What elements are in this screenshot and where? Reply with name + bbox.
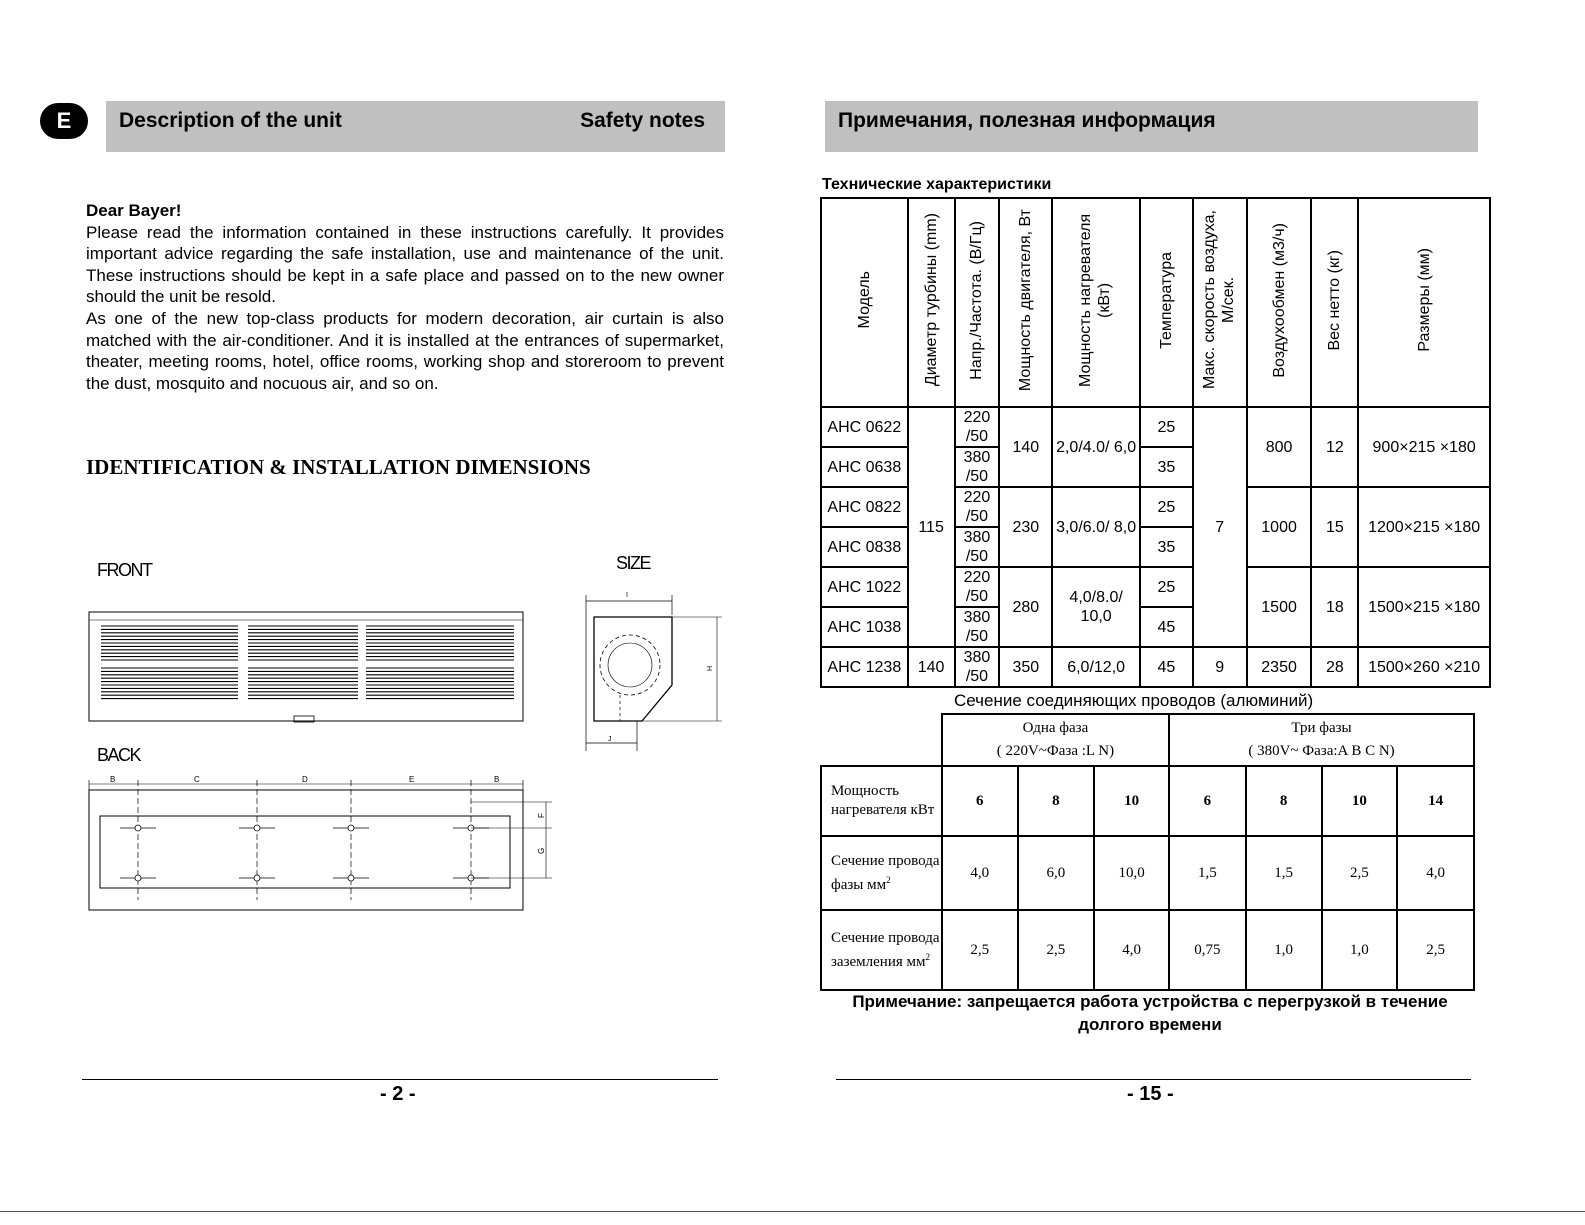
right-header bbox=[825, 101, 1478, 152]
spec-header-cell: Воздухообмен (м3/ч) bbox=[1247, 198, 1312, 407]
airflow-cell: 1000 bbox=[1247, 487, 1312, 567]
wire-row-phase bbox=[821, 836, 1474, 910]
wire-cell: 0,75 bbox=[1169, 910, 1246, 990]
wire-row-label: Мощность нагревателя кВт bbox=[821, 766, 942, 836]
temperature-cell: 35 bbox=[1140, 527, 1193, 567]
wire-cell: 2,5 bbox=[942, 910, 1018, 990]
model-cell: AHC 0838 bbox=[821, 527, 908, 567]
size-letter-i: I bbox=[626, 592, 628, 599]
spec-header-cell: Диаметр турбины (mm) bbox=[908, 198, 955, 407]
voltage-cell: 380 /50 bbox=[955, 447, 1000, 487]
section-title: IDENTIFICATION & INSTALLATION DIMENSIONS bbox=[86, 455, 591, 479]
wire-cell: 4,0 bbox=[942, 836, 1018, 910]
language-badge: E bbox=[40, 103, 88, 139]
wire-row-label: Сечение провода фазы $мм^2$ bbox=[821, 836, 942, 910]
bottom-edge-rule bbox=[0, 1211, 1585, 1212]
wire-cell: 10,0 bbox=[1094, 836, 1169, 910]
airflow-cell: 1500 bbox=[1247, 567, 1312, 647]
wire-cell: 14 bbox=[1397, 766, 1474, 836]
dimensions-cell: 900×215 ×180 bbox=[1358, 407, 1490, 487]
side-view-drawing bbox=[580, 585, 730, 755]
wire-cell: 4,0 bbox=[1094, 910, 1169, 990]
wire-cell: 1,5 bbox=[1246, 836, 1322, 910]
wire-row-ground bbox=[821, 910, 1474, 990]
wire-cell: 1,0 bbox=[1246, 910, 1322, 990]
front-label: FRONT bbox=[97, 560, 152, 580]
dimensions-cell: 1500×215 ×180 bbox=[1358, 567, 1490, 647]
voltage-cell: 380 /50 bbox=[955, 647, 1000, 687]
spec-header-cell: Мощность нагревателя (кВт) bbox=[1052, 198, 1140, 407]
size-letter-h: H bbox=[707, 665, 714, 671]
wire-cell: 6 bbox=[942, 766, 1018, 836]
motor-cell: 230 bbox=[999, 487, 1052, 567]
one-phase-title: Одна фаза bbox=[1022, 720, 1089, 736]
wire-title: Сечение соединяющих проводов (алюминий) bbox=[954, 691, 1314, 710]
heater-cell: 4,0/8.0/ 10,0 bbox=[1052, 567, 1140, 647]
motor-cell: 350 bbox=[999, 647, 1052, 687]
one-phase-subtitle: ( 220V~Фаза :L N) bbox=[996, 743, 1115, 759]
back-label: BACK bbox=[97, 745, 141, 765]
voltage-cell: 380 /50 bbox=[955, 607, 1000, 647]
spec-title: Технические характеристики bbox=[822, 176, 1052, 193]
spec-header-cell: Напр./Частота. (В/Гц) bbox=[955, 198, 1000, 407]
wire-table bbox=[820, 713, 1475, 991]
temperature-cell: 45 bbox=[1140, 607, 1193, 647]
wire-header-blank bbox=[821, 714, 942, 766]
voltage-cell: 220 /50 bbox=[955, 407, 1000, 447]
back-letter-b1: B bbox=[110, 775, 116, 784]
wire-row-label: Сечение провода заземления $мм^2$ bbox=[821, 910, 942, 990]
model-cell: AHC 1238 bbox=[821, 647, 908, 687]
back-letter-d: D bbox=[302, 775, 308, 784]
left-footer-rule bbox=[82, 1079, 718, 1080]
back-view-drawing bbox=[86, 772, 556, 917]
weight-cell: 12 bbox=[1311, 407, 1358, 487]
temperature-cell: 45 bbox=[1140, 647, 1193, 687]
back-letter-b2: B bbox=[494, 775, 500, 784]
heater-cell: 6,0/12,0 bbox=[1052, 647, 1140, 687]
spec-header-cell: Модель bbox=[821, 198, 908, 407]
left-header-title: Description of the unit bbox=[119, 109, 342, 132]
one-phase-header bbox=[942, 714, 1169, 766]
spec-row bbox=[821, 407, 1490, 447]
turbine-cell: 115 bbox=[908, 407, 955, 647]
motor-cell: 280 bbox=[999, 567, 1052, 647]
left-header bbox=[106, 101, 725, 152]
wire-row-power bbox=[821, 766, 1474, 836]
heater-cell: 3,0/6.0/ 8,0 bbox=[1052, 487, 1140, 567]
right-header-title: Примечания, полезная информация bbox=[838, 109, 1216, 132]
wire-cell: 8 bbox=[1018, 766, 1095, 836]
intro-text bbox=[86, 200, 724, 394]
airflow-cell: 800 bbox=[1247, 407, 1312, 487]
model-cell: AHC 0638 bbox=[821, 447, 908, 487]
three-phase-subtitle: ( 380V~ Фаза:A B C N) bbox=[1248, 743, 1395, 759]
spec-table bbox=[820, 197, 1491, 688]
voltage-cell: 220 /50 bbox=[955, 567, 1000, 607]
air-speed-cell: 9 bbox=[1193, 647, 1247, 687]
temperature-cell: 25 bbox=[1140, 407, 1193, 447]
left-header-right: Safety notes bbox=[580, 109, 705, 132]
model-cell: AHC 1022 bbox=[821, 567, 908, 607]
overload-note: Примечание: запрещается работа устройства с перегрузкой в течение долгого времени bbox=[852, 992, 1448, 1034]
temperature-cell: 35 bbox=[1140, 447, 1193, 487]
greeting: Dear Bayer! bbox=[86, 201, 182, 220]
airflow-cell: 2350 bbox=[1247, 647, 1312, 687]
wire-cell: 4,0 bbox=[1397, 836, 1474, 910]
model-cell: AHC 0822 bbox=[821, 487, 908, 527]
wire-cell: 6,0 bbox=[1018, 836, 1095, 910]
wire-cell: 10 bbox=[1322, 766, 1398, 836]
back-letter-c: C bbox=[194, 775, 200, 784]
wire-cell: 2,5 bbox=[1322, 836, 1398, 910]
wire-cell: 8 bbox=[1246, 766, 1322, 836]
intro-paragraph-2: As one of the new top-class products for modern decoration, air curtain is also matched with the air-conditioner. And it is installed at the entrances of supermarket, theater, meeting rooms, hotel, office rooms, working shop and storeroom to prevent the dust, mosquito and nocuous air, and so on. bbox=[86, 308, 724, 393]
right-page-number: - 15 - bbox=[1127, 1083, 1174, 1105]
left-page-number: - 2 - bbox=[380, 1083, 416, 1105]
wire-header-row bbox=[821, 714, 1474, 766]
turbine-cell: 140 bbox=[908, 647, 955, 687]
weight-cell: 28 bbox=[1311, 647, 1358, 687]
wire-cell: 1,5 bbox=[1169, 836, 1246, 910]
dimensions-cell: 1200×215 ×180 bbox=[1358, 487, 1490, 567]
spec-row bbox=[821, 647, 1490, 687]
back-letter-g: G bbox=[537, 847, 546, 854]
spec-header-cell: Вес нетто (кг) bbox=[1311, 198, 1358, 407]
heater-cell: 2,0/4.0/ 6,0 bbox=[1052, 407, 1140, 487]
air-speed-cell: 7 bbox=[1193, 407, 1247, 647]
front-view-drawing bbox=[86, 608, 531, 726]
spec-header-cell: Макс. скорость воздуха, М/сек. bbox=[1193, 198, 1247, 407]
model-cell: AHC 0622 bbox=[821, 407, 908, 447]
temperature-cell: 25 bbox=[1140, 487, 1193, 527]
voltage-cell: 380 /50 bbox=[955, 527, 1000, 567]
wire-cell: 2,5 bbox=[1397, 910, 1474, 990]
wire-cell: 6 bbox=[1169, 766, 1246, 836]
dimensions-cell: 1500×260 ×210 bbox=[1358, 647, 1490, 687]
spec-header-cell: Размеры (мм) bbox=[1358, 198, 1490, 407]
wire-cell: 2,5 bbox=[1018, 910, 1095, 990]
wire-cell: 10 bbox=[1094, 766, 1169, 836]
three-phase-header bbox=[1169, 714, 1474, 766]
right-footer-rule bbox=[836, 1079, 1471, 1080]
model-cell: AHC 1038 bbox=[821, 607, 908, 647]
back-letter-e: E bbox=[409, 775, 415, 784]
back-letter-f: F bbox=[537, 813, 546, 818]
spec-header-cell: Мощность двигателя, Вт bbox=[999, 198, 1052, 407]
temperature-cell: 25 bbox=[1140, 567, 1193, 607]
spec-header-cell: Температура bbox=[1140, 198, 1193, 407]
wire-cell: 1,0 bbox=[1322, 910, 1398, 990]
size-label: SIZE bbox=[616, 553, 651, 573]
motor-cell: 140 bbox=[999, 407, 1052, 487]
three-phase-title: Три фазы bbox=[1291, 720, 1352, 736]
weight-cell: 18 bbox=[1311, 567, 1358, 647]
voltage-cell: 220 /50 bbox=[955, 487, 1000, 527]
weight-cell: 15 bbox=[1311, 487, 1358, 567]
size-letter-j: J bbox=[608, 736, 612, 743]
spec-header-row bbox=[821, 198, 1490, 407]
intro-paragraph-1: Please read the information contained in these instructions carefully. It provides important advice regarding the safe installation, use and maintenance of the unit. These instructions should be kept in a safe place and passed on to the new owner should the unit be resold. bbox=[86, 222, 724, 307]
